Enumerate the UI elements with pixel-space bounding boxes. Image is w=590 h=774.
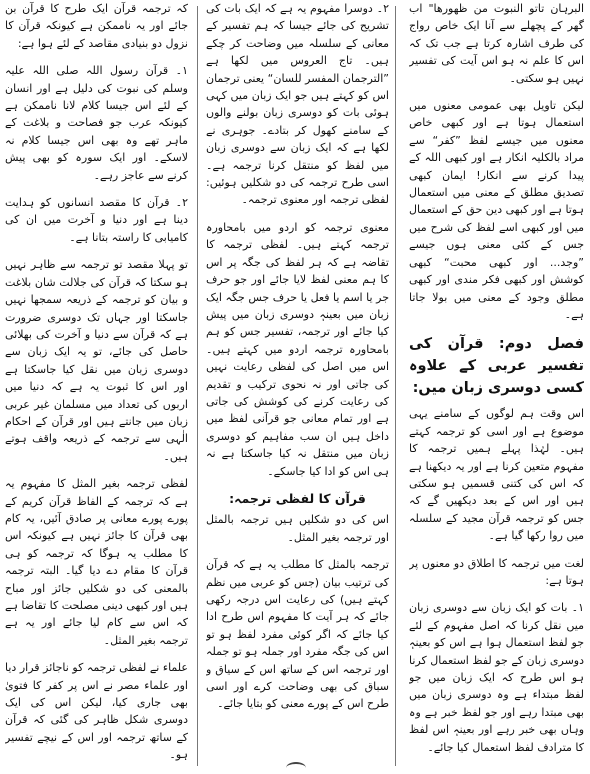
paragraph: اس کی دو شکلیں ہیں ترجمہ بالمثل اور ترجمہ بغیر المثل۔	[206, 513, 389, 544]
subsection-heading: قرآن کا لفظی ترجمہ:	[229, 490, 366, 506]
paragraph: اس وقت ہم لوگوں کے سامنے یہی موضوع ہے اور اسی کو ترجمہ کہتے ہیں۔ لہٰذا پہلے ہمیں ترجمہ کا مفہوم متعین کرنا ہے اور یہ دیکھنا ہے کہ اس کی کتنی قسمیں ہو سکتی ہیں اور اس کے بعد دیکھیں گے کہ جس کو ترجمہ قرآن مجید کے سلسلہ میں روا رکھا گیا ہے۔	[409, 407, 584, 543]
column-divider	[395, 6, 396, 766]
paragraph: معنوی ترجمہ کو اردو میں بامحاورہ ترجمہ کہتے ہیں۔ لفظی ترجمہ کا تقاضہ ہے کہ ہر لفظ کی جگہ پر اس کا ہم معنی لفظ لایا جائے اور جو حرف جر یا اسم یا فعل یا حرف جس جگہ ایک زبان میں بعینہٖ دوسری زبان میں پیش کیا جائے اور ترجمہ، تفسیر جس کو ہم بامحاورہ ترجمہ اردو میں کہتے ہیں۔ اس میں اصل کی لفظی رعایت نہیں کی جاتی اور نہ نحوی ترکیب و تقدیم کی رعایت کرنے کی کوشش کی جاتی ہے اور تمام معانی جو قرآنی لفظ میں داخل ہیں ان سب مفاہیم کو دوسری زبان میں منتقل نہ کیا جاسکتا ہے نہ ہی اس کو ادا کیا جاسکے۔	[206, 220, 389, 478]
left-column	[5, 0, 188, 773]
section-heading: فصل دوم: قرآن کی تفسیر عربی کے علاوہ کسی دوسری زبان میں:	[409, 336, 584, 397]
column-divider	[197, 6, 198, 766]
paragraph: علماء نے لفظی ترجمہ کو ناجائز قرار دیا اور علماء مصر نے اس پر کفر کا فتویٰ بھی جاری کیا، لیکن اس کی ایک دوسری شکل ظاہر کی گئی کہ قرآن کے ساتھ ترجمہ اور اس کے نیچے تفسیر ہو۔	[5, 661, 188, 762]
paragraph: لیکن تاویل بھی عمومی معنوں میں استعمال ہوتا ہے اور کبھی خاص معنوں میں جیسے لفظ ”کفر“ سے مراد بالکلیہ انکار ہے اور کبھی اللہ کے پیدا کرنے سے انکار! ایمان کبھی تصدیق مطلق کے معنی میں استعمال ہوتا ہے اور کبھی دین حق کے استعمال میں اور کبھی اسے لفظ کی شرح میں جس کے کئی معنی ہوں جیسے ”وجد... اور کبھی محبت“ کبھی کوشش اور کبھی فکر مندی اور کبھی مطلق وجود کے معنی میں بولا جاتا ہے۔	[409, 99, 584, 321]
numbered-point: ۲۔ دوسرا مفہوم یہ ہے کہ ایک بات کی تشریح کی جائے جیسا کہ ہم تفسیر کے معانی کے سلسلہ میں وضاحت کر چکے ہیں۔ تاج العروس میں لکھا ہے ”الترجمان المفسر للسان“ یعنی ترجمان اس کو کہتے ہیں جو ایک زبان میں کہی ہوئی بات کو دوسری زبان بولنے والوں کے سامنے کھول کر بتادے۔ جوہری نے لکھا ہے کہ ایک زبان سے دوسری زبان میں لفظ کو منتقل کرنا ترجمہ ہے۔ اسی طرح ترجمہ کی دو شکلیں ہوئیں: لفظی ترجمہ اور معنوی ترجمہ۔	[206, 2, 389, 207]
paragraph: البرہان تاتو النبوت من ظهورها" اب گھر کے پچھلے سے آنا ایک خاص رواج کی طرف اشارہ کرتا ہے جب تک کہ اس کا علم نہ ہو اس آیت کی تفسیر نہیں ہو سکتی۔	[409, 2, 584, 85]
paragraph: ترجمہ بالمثل کا مطلب یہ ہے کہ قرآن کی ترتیب بیان (جس کو عربی میں نظم کہتے ہیں) کی رعایت اس درجہ رکھی جائے کہ ہر آیت کا مفہوم اس طرح ادا کیا جائے کہ اگر کوئی مفرد لفظ ہو تو اس کی جگہ مفرد اور جملہ ہو تو جملہ اور ترجمہ اس کے ساتھ اس کے سیاق و سباق کی بھی وضاحت کرے اور اسی طرح اس کے پورے معنی کو بتایا جائے۔	[206, 558, 389, 711]
middle-column	[206, 0, 389, 773]
paragraph: لفظی ترجمہ بغیر المثل کا مفہوم یہ ہے کہ ترجمہ کے الفاظ قرآن کریم کے پورے پورے معانی پر صادق آئیں، یہ کام بھی قرآن کا جائز نہیں ہے کیونکہ اس کا مطلب یہ ہوگا کہ ترجمہ کو ہی قرآن کا مقام دے دیا گیا۔ البتہ ترجمہ بالمعنی کی دو شکلیں جائز اور مباح ہیں اور کبھی دینی مصلحت کا تقاضا ہے کہ اس سے کام لیا جائے اور یہ ہے ترجمہ بغیر المثل۔	[5, 477, 188, 647]
paragraph: لغت میں ترجمہ کا اطلاق دو معنوں پر ہوتا ہے:	[409, 556, 584, 587]
paragraph: تو پہلا مقصد تو ترجمہ سے ظاہر نہیں ہو سکتا کہ قرآن کی جلالت شان بلاغت و بیان کو ترجمہ کے ذریعہ سمجھا نہیں جاسکتا اور جہاں تک دوسری ضرورت ہے کہ قرآن سے دنیا و آخرت کی بھلائی حاصل کی جائے، تو یہ ایک زبان سے دوسری زبان میں نقل کیا جاسکتا ہے اور اس کا ثبوت یہ ہے کہ دنیا میں اربوں کی تعداد میں مسلمان غیر عربی زبان میں جانتے ہیں اور قرآن کے احکام الٰہی سے ترجمہ کے ذریعہ واقف ہوتے ہیں۔	[5, 258, 188, 463]
numbered-point: ۱۔ قرآن رسول اللہ صلی اللہ علیہ وسلم کی نبوت کی دلیل ہے اور انسان کے لئے اس جیسا کلام لانا ناممکن ہے کیونکہ عرب جو فصاحت و بلاغت کے ماہر تھے وہ بھی اس جیسا کلام نہ لاسکے۔ اور ایک سورہ کو بھی پیش کرنے سے عاجز رہے۔	[5, 64, 188, 182]
page-ornament	[286, 762, 306, 774]
numbered-point: ۱۔ بات کو ایک زبان سے دوسری زبان میں نقل کرنا کہ اصل مفہوم کے لئے جو لفظ استعمال ہوا ہے اس کو بعینہٖ دوسری زبان کے جو لفظ استعمال کرنا ہو اس طرح کہ ایک زبان میں جو لفظ مبتداء ہے وہ دوسری زبان میں بھی مبتدا رہے اور جو لفظ خبر ہے وہ وہاں بھی خبر رہے اور بعینہٖ اس لفظ کا مترادف لفظ استعمال کیا جائے۔	[409, 601, 584, 754]
right-column	[409, 0, 584, 773]
numbered-point: ۲۔ قرآن کا مقصد انسانوں کو ہدایت دینا ہے اور دنیا و آخرت میں ان کی کامیابی کا راستہ بتانا ہے۔	[5, 196, 188, 244]
paragraph: کہ ترجمہ قرآن ایک طرح کا قرآن بن جائے اور یہ ناممکن ہے کیونکہ قرآن کا نزول دو بنیادی مقاصد کے لئے ہوا ہے:	[5, 2, 188, 50]
